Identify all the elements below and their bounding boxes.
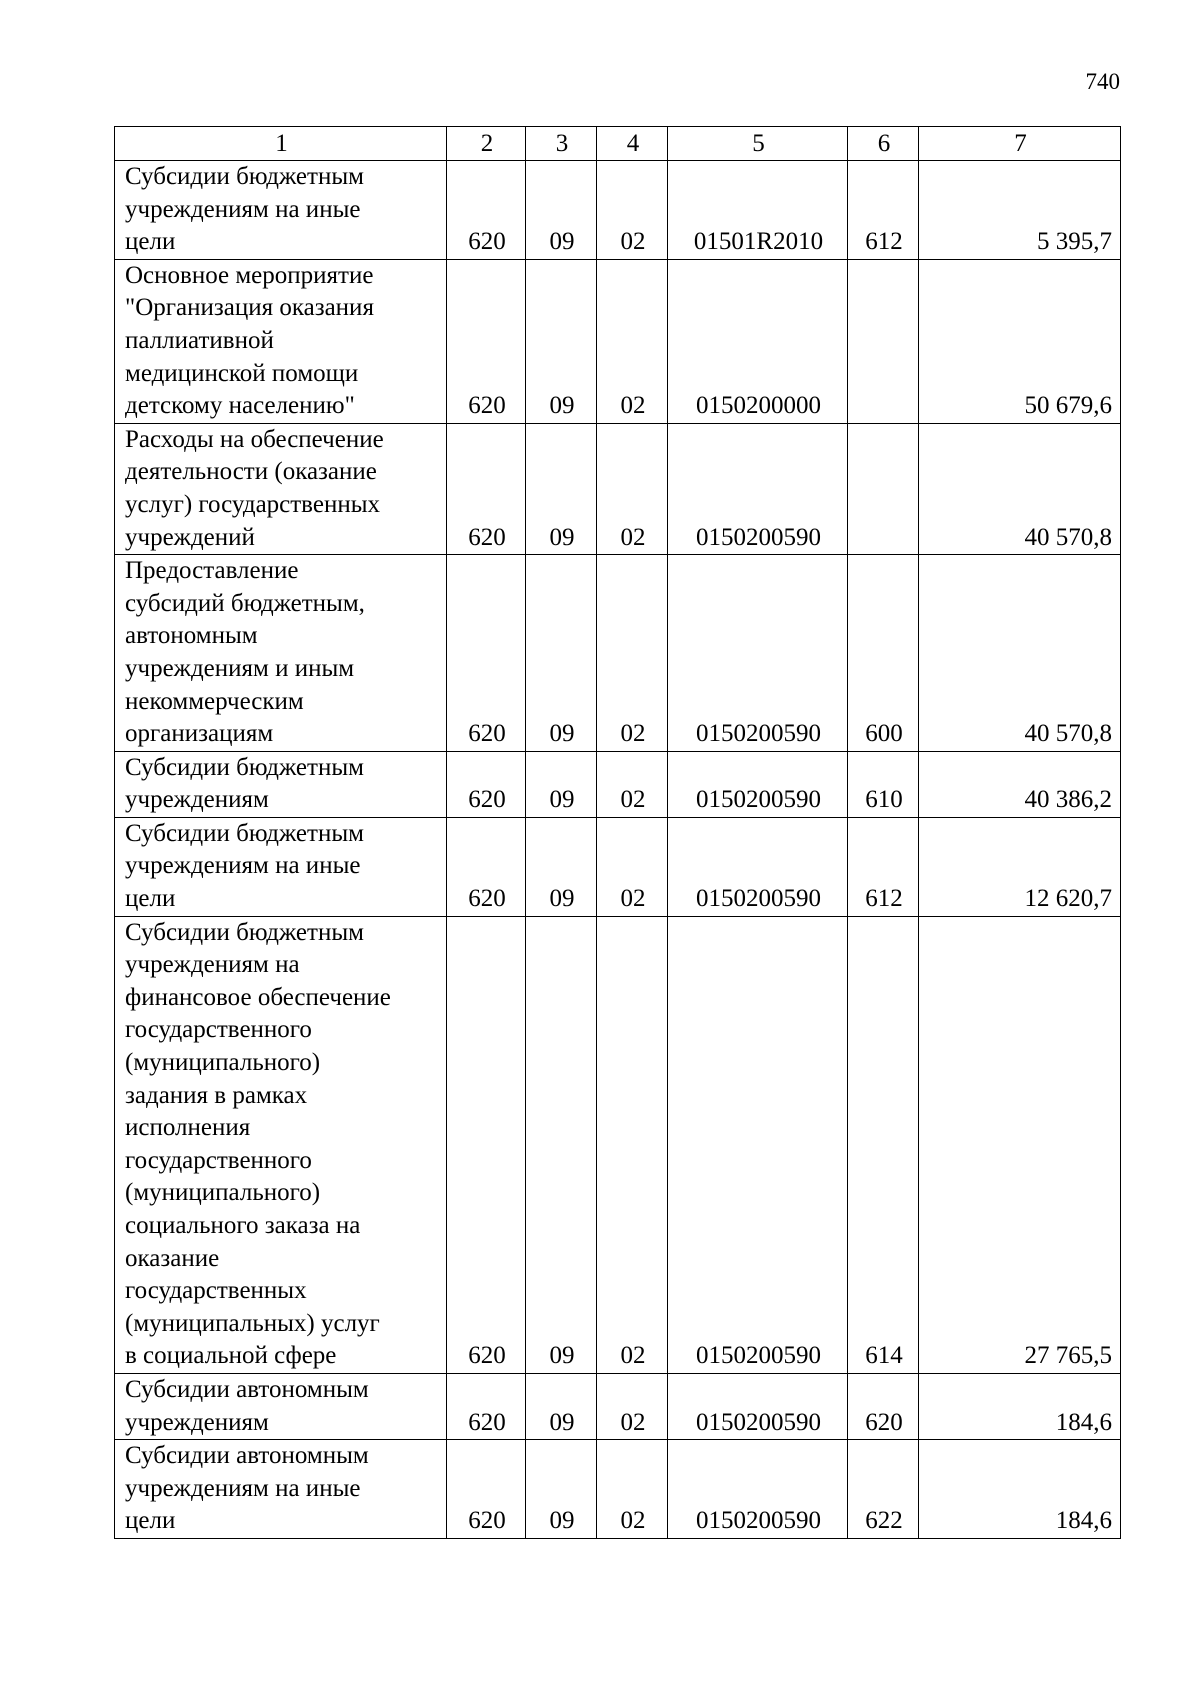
cell-amount: 40 570,8 bbox=[919, 423, 1121, 554]
cell-amount: 5 395,7 bbox=[919, 161, 1121, 260]
cell-subsection: 02 bbox=[597, 1440, 668, 1539]
cell-name: Субсидии бюджетным учреждениям bbox=[115, 751, 447, 817]
cell-admin-code: 620 bbox=[447, 259, 526, 423]
cell-expense-type bbox=[848, 259, 919, 423]
header-col-1: 1 bbox=[115, 127, 447, 161]
cell-admin-code: 620 bbox=[447, 555, 526, 752]
table-row bbox=[115, 259, 1121, 423]
cell-subsection: 02 bbox=[597, 1373, 668, 1439]
cell-section: 09 bbox=[526, 916, 597, 1373]
cell-section: 09 bbox=[526, 161, 597, 260]
cell-target-article: 0150200590 bbox=[668, 817, 848, 916]
cell-target-article: 0150200590 bbox=[668, 1440, 848, 1539]
cell-target-article: 0150200590 bbox=[668, 1373, 848, 1439]
cell-name: Субсидии автономным учреждениям на иные цели bbox=[115, 1440, 447, 1539]
header-col-3: 3 bbox=[526, 127, 597, 161]
cell-name: Субсидии бюджетным учреждениям на финансовое обеспечение государственного (муниципального) задания в рамках исполнения государственного (муниципального) социального заказа на оказание государственных (муниципальных) услуг в социальной сфере bbox=[115, 916, 447, 1373]
cell-subsection: 02 bbox=[597, 423, 668, 554]
cell-expense-type: 614 bbox=[848, 916, 919, 1373]
cell-section: 09 bbox=[526, 1440, 597, 1539]
cell-target-article: 0150200000 bbox=[668, 259, 848, 423]
table-row bbox=[115, 555, 1121, 752]
page-number: 740 bbox=[1085, 69, 1120, 94]
cell-amount: 184,6 bbox=[919, 1440, 1121, 1539]
cell-admin-code: 620 bbox=[447, 916, 526, 1373]
header-row bbox=[115, 127, 1121, 161]
header-col-4: 4 bbox=[597, 127, 668, 161]
header-col-2: 2 bbox=[447, 127, 526, 161]
cell-name: Расходы на обеспечение деятельности (оказание услуг) государственных учреждений bbox=[115, 423, 447, 554]
table-row bbox=[115, 751, 1121, 817]
cell-expense-type: 622 bbox=[848, 1440, 919, 1539]
cell-admin-code: 620 bbox=[447, 161, 526, 260]
cell-subsection: 02 bbox=[597, 751, 668, 817]
cell-amount: 184,6 bbox=[919, 1373, 1121, 1439]
cell-expense-type: 612 bbox=[848, 817, 919, 916]
cell-amount: 50 679,6 bbox=[919, 259, 1121, 423]
cell-admin-code: 620 bbox=[447, 751, 526, 817]
cell-amount: 40 386,2 bbox=[919, 751, 1121, 817]
table-row bbox=[115, 423, 1121, 554]
cell-admin-code: 620 bbox=[447, 1373, 526, 1439]
cell-target-article: 0150200590 bbox=[668, 423, 848, 554]
cell-section: 09 bbox=[526, 423, 597, 554]
cell-target-article: 01501R2010 bbox=[668, 161, 848, 260]
cell-section: 09 bbox=[526, 555, 597, 752]
cell-target-article: 0150200590 bbox=[668, 916, 848, 1373]
table-row bbox=[115, 1440, 1121, 1539]
cell-amount: 12 620,7 bbox=[919, 817, 1121, 916]
cell-subsection: 02 bbox=[597, 817, 668, 916]
table-body bbox=[115, 161, 1121, 1539]
cell-subsection: 02 bbox=[597, 259, 668, 423]
table-row bbox=[115, 916, 1121, 1373]
cell-section: 09 bbox=[526, 259, 597, 423]
cell-admin-code: 620 bbox=[447, 817, 526, 916]
header-col-7: 7 bbox=[919, 127, 1121, 161]
cell-amount: 40 570,8 bbox=[919, 555, 1121, 752]
cell-name: Субсидии бюджетным учреждениям на иные цели bbox=[115, 161, 447, 260]
table-header bbox=[115, 127, 1121, 161]
cell-section: 09 bbox=[526, 817, 597, 916]
cell-section: 09 bbox=[526, 751, 597, 817]
cell-expense-type: 600 bbox=[848, 555, 919, 752]
cell-subsection: 02 bbox=[597, 161, 668, 260]
cell-admin-code: 620 bbox=[447, 423, 526, 554]
cell-target-article: 0150200590 bbox=[668, 555, 848, 752]
cell-section: 09 bbox=[526, 1373, 597, 1439]
cell-admin-code: 620 bbox=[447, 1440, 526, 1539]
table-row bbox=[115, 1373, 1121, 1439]
cell-expense-type bbox=[848, 423, 919, 554]
cell-target-article: 0150200590 bbox=[668, 751, 848, 817]
cell-expense-type: 612 bbox=[848, 161, 919, 260]
cell-name: Основное мероприятие "Организация оказания паллиативной медицинской помощи детскому населению" bbox=[115, 259, 447, 423]
cell-subsection: 02 bbox=[597, 555, 668, 752]
table-row bbox=[115, 161, 1121, 260]
cell-expense-type: 620 bbox=[848, 1373, 919, 1439]
cell-name: Субсидии бюджетным учреждениям на иные цели bbox=[115, 817, 447, 916]
cell-subsection: 02 bbox=[597, 916, 668, 1373]
cell-name: Субсидии автономным учреждениям bbox=[115, 1373, 447, 1439]
budget-table bbox=[114, 126, 1121, 1539]
cell-name: Предоставление субсидий бюджетным, автономным учреждениям и иным некоммерческим организациям bbox=[115, 555, 447, 752]
cell-expense-type: 610 bbox=[848, 751, 919, 817]
cell-amount: 27 765,5 bbox=[919, 916, 1121, 1373]
header-col-5: 5 bbox=[668, 127, 848, 161]
header-col-6: 6 bbox=[848, 127, 919, 161]
table-row bbox=[115, 817, 1121, 916]
